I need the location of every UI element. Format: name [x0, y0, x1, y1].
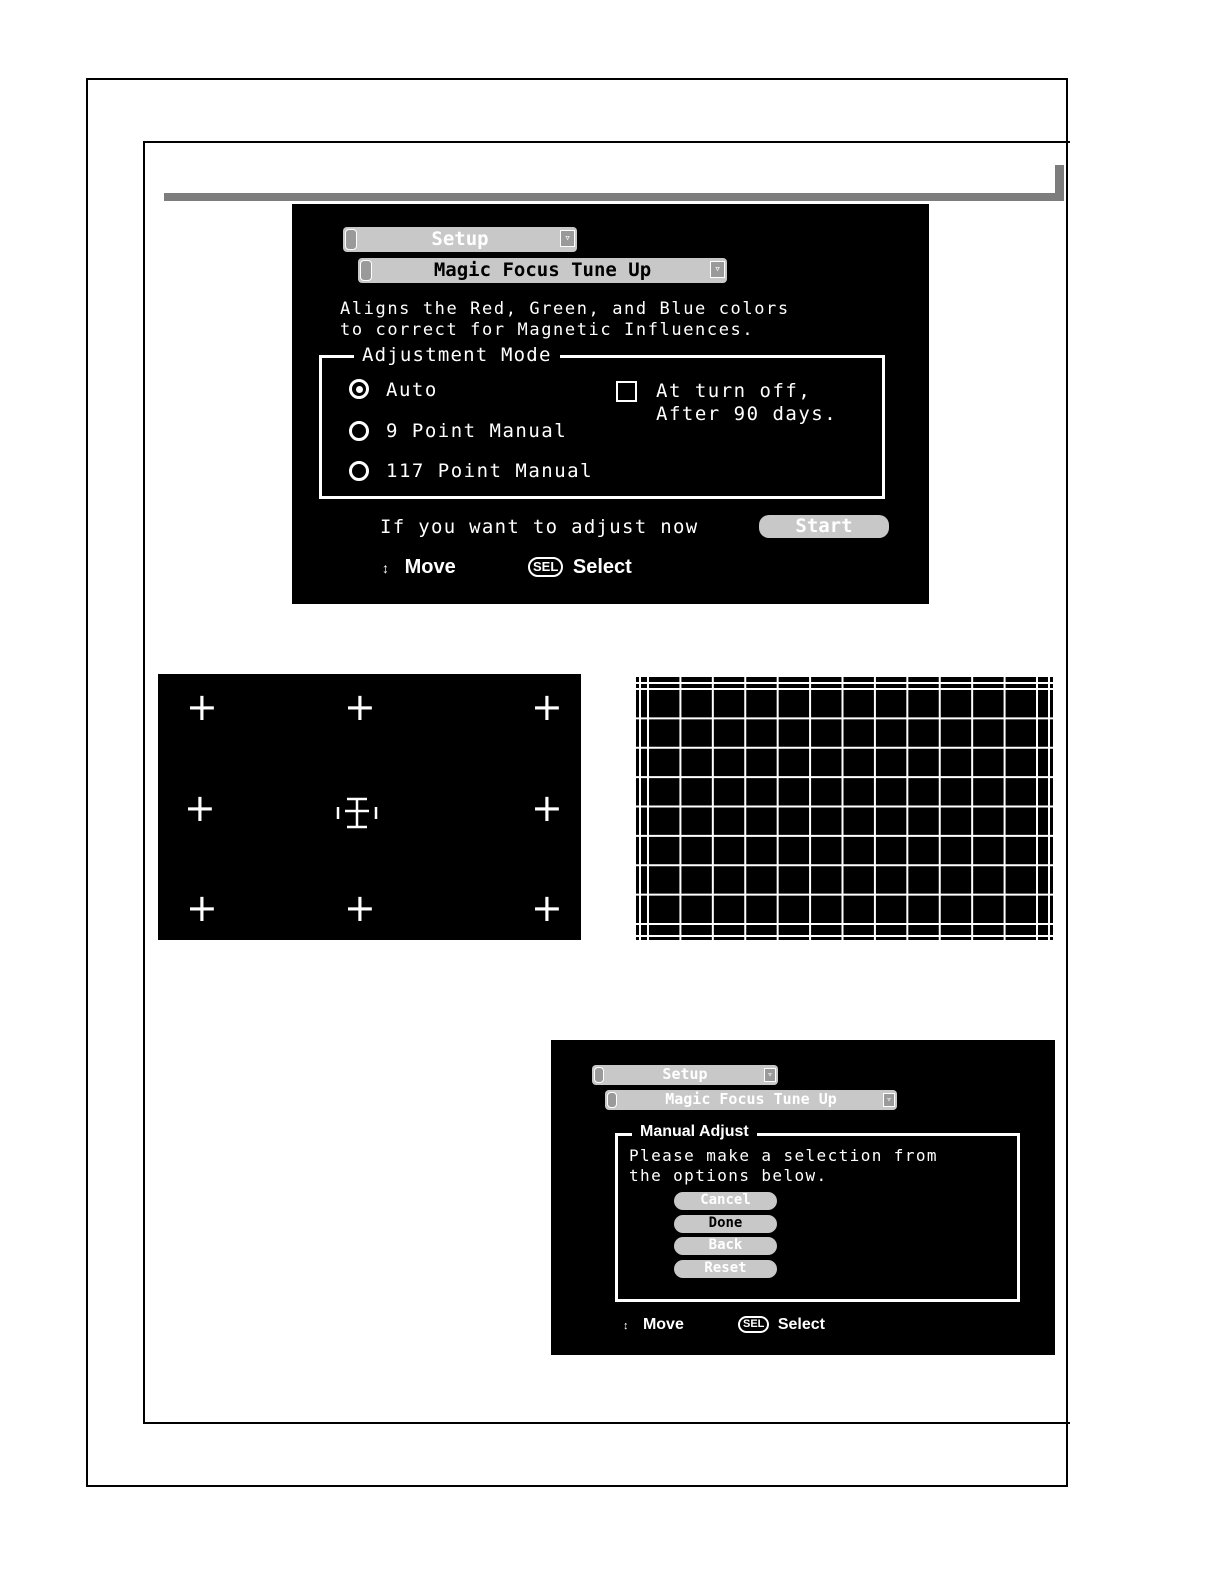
cancel-button[interactable]: Cancel [674, 1192, 777, 1210]
pill-cap [594, 1067, 604, 1083]
pill-cap [360, 260, 372, 281]
pill-cap [345, 229, 357, 250]
active-crosshair-cursor [336, 795, 378, 831]
chevron-down-icon[interactable]: ▿ [560, 230, 575, 247]
move-hint [382, 556, 456, 579]
radio-auto[interactable] [349, 379, 369, 399]
chevron-down-icon[interactable]: ▿ [764, 1068, 776, 1082]
crosshair-marker: + [344, 886, 376, 930]
back-button[interactable]: Back [674, 1237, 777, 1255]
inner-frame-top-line [143, 141, 1070, 143]
option-117-point-label[interactable]: 117 Point Manual [386, 460, 594, 482]
radio-9-point-manual[interactable] [349, 421, 369, 441]
move-hint-label: Move [404, 556, 456, 578]
crosshair-marker: + [531, 685, 563, 729]
reset-button[interactable]: Reset [674, 1260, 777, 1278]
one-seventeen-point-grid-pattern [636, 677, 1053, 940]
sel-button-icon: SEL [738, 1316, 769, 1333]
inner-frame-left-line [143, 141, 145, 1424]
start-button[interactable]: Start [759, 515, 889, 538]
setup-menu-label: Setup [431, 228, 489, 250]
adjust-now-prompt: If you want to adjust now [380, 516, 699, 538]
manual-adjust-title: Manual Adjust [632, 1123, 757, 1141]
instruction-line-2: the options below. [629, 1166, 828, 1185]
checkbox-label-line-2: After 90 days. [656, 403, 838, 425]
manual-adjust-menu-screen [551, 1040, 1055, 1355]
select-hint [528, 556, 632, 579]
adjustment-mode-menu-screen [292, 204, 929, 604]
setup-menu-dropdown[interactable] [343, 227, 577, 252]
crosshair-marker: + [531, 786, 563, 830]
option-9-point-label[interactable]: 9 Point Manual [386, 420, 568, 442]
crosshair-marker: + [186, 886, 218, 930]
done-button[interactable]: Done [674, 1215, 777, 1233]
nine-point-crosshair-pattern [158, 674, 581, 940]
radio-117-point-manual[interactable] [349, 461, 369, 481]
submenu-label: Magic Focus Tune Up [665, 1090, 837, 1108]
chevron-down-icon[interactable]: ▿ [710, 261, 725, 278]
adjustment-mode-title: Adjustment Mode [354, 344, 560, 366]
move-hint-label: Move [642, 1316, 684, 1333]
description-line-2: to correct for Magnetic Influences. [340, 320, 755, 340]
move-arrows-icon: ↕ [382, 560, 389, 576]
select-hint-label: Select [572, 556, 632, 578]
crosshair-marker: + [344, 685, 376, 729]
setup-menu-dropdown[interactable] [592, 1065, 778, 1085]
move-hint [623, 1316, 684, 1334]
instruction-line-1: Please make a selection from [629, 1146, 938, 1165]
section-rule-bar [164, 193, 1064, 201]
crosshair-marker: + [531, 886, 563, 930]
submenu-dropdown[interactable] [358, 258, 727, 283]
pill-cap [607, 1092, 617, 1108]
inner-frame-bottom-line [143, 1422, 1070, 1424]
auto-schedule-checkbox[interactable] [616, 381, 637, 402]
submenu-label: Magic Focus Tune Up [433, 259, 652, 281]
chevron-down-icon[interactable]: ▿ [883, 1093, 895, 1107]
crosshair-marker: + [186, 685, 218, 729]
checkbox-label-line-1: At turn off, [656, 380, 812, 402]
select-hint [738, 1316, 825, 1334]
sel-button-icon: SEL [528, 557, 563, 577]
crosshair-marker: + [184, 786, 216, 830]
section-rule-bar-end [1055, 165, 1064, 201]
submenu-dropdown[interactable] [605, 1090, 897, 1110]
grid-lines [636, 677, 1053, 940]
move-arrows-icon: ↕ [623, 1320, 629, 1332]
option-auto-label[interactable]: Auto [386, 379, 438, 401]
select-hint-label: Select [777, 1316, 825, 1333]
setup-menu-label: Setup [662, 1065, 708, 1083]
description-line-1: Aligns the Red, Green, and Blue colors [340, 299, 790, 319]
